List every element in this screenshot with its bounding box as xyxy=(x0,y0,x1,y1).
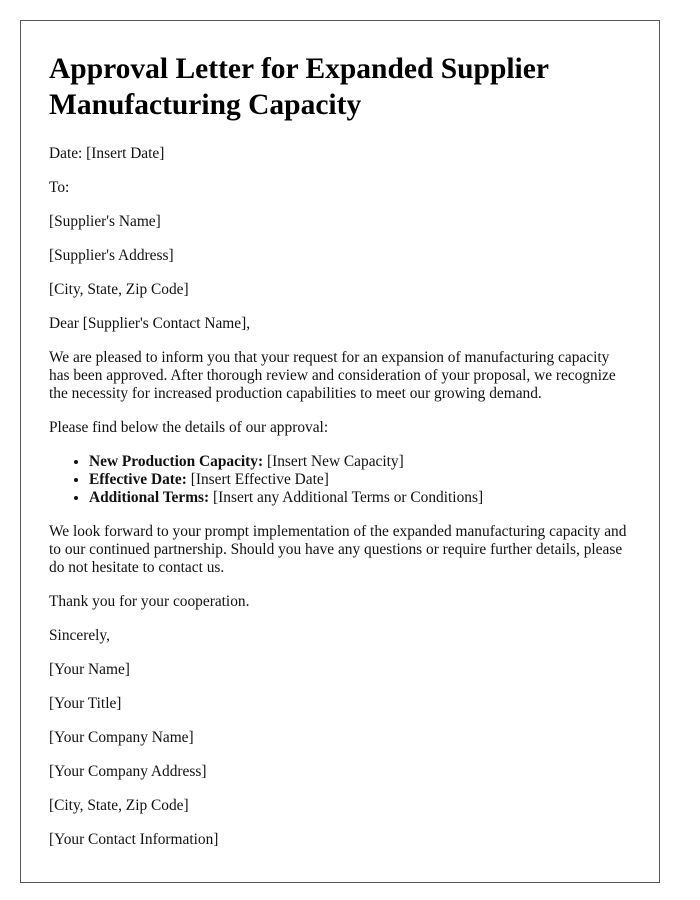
detail-label: New Production Capacity: xyxy=(89,453,264,470)
supplier-name: [Supplier's Name] xyxy=(49,213,161,230)
detail-label: Effective Date: xyxy=(89,471,187,488)
details-intro: Please find below the details of our approval: xyxy=(49,419,329,436)
sender-address: [Your Company Address] xyxy=(49,763,207,780)
date-line: Date: [Insert Date] xyxy=(49,145,165,162)
salutation: Dear [Supplier's Contact Name], xyxy=(49,315,251,332)
to-label: To: xyxy=(49,179,70,196)
thanks-line: Thank you for your cooperation. xyxy=(49,593,250,610)
closing-paragraph: We look forward to your prompt implementation of the expanded manufacturing capacity and to our continued partnership. Should you have any questions or require further details, please do not hesitate to contact us. xyxy=(49,523,627,576)
detail-label: Additional Terms: xyxy=(89,489,210,506)
sign-off: Sincerely, xyxy=(49,627,110,644)
detail-item-additional-terms xyxy=(89,489,631,507)
detail-value: [Insert New Capacity] xyxy=(263,453,404,470)
detail-value: [Insert Effective Date] xyxy=(186,471,329,488)
detail-item-effective-date xyxy=(89,471,631,489)
letter-page xyxy=(20,20,660,883)
sender-contact: [Your Contact Information] xyxy=(49,831,219,848)
sender-title: [Your Title] xyxy=(49,695,122,712)
letter-title: Approval Letter for Expanded Supplier Manufacturing Capacity xyxy=(49,53,549,121)
approval-details-list xyxy=(49,453,631,507)
intro-paragraph: We are pleased to inform you that your request for an expansion of manufacturing capacity has been approved. After thorough review and consideration of your proposal, we recognize the necessity for increased production capabilities to meet our growing demand. xyxy=(49,349,616,402)
sender-company: [Your Company Name] xyxy=(49,729,194,746)
sender-city: [City, State, Zip Code] xyxy=(49,797,189,814)
detail-value: [Insert any Additional Terms or Conditions] xyxy=(209,489,484,506)
sender-name: [Your Name] xyxy=(49,661,130,678)
supplier-address: [Supplier's Address] xyxy=(49,247,174,264)
detail-item-capacity xyxy=(89,453,631,471)
supplier-city: [City, State, Zip Code] xyxy=(49,281,189,298)
